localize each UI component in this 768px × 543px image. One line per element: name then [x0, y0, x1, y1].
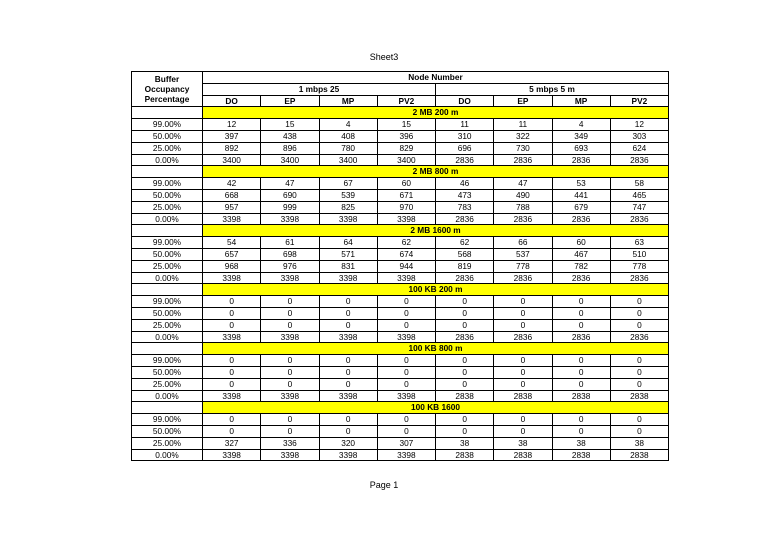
value-cell: 327 — [203, 437, 261, 449]
value-cell: 2836 — [436, 154, 494, 166]
value-cell: 693 — [552, 142, 610, 154]
value-cell: 2836 — [552, 331, 610, 343]
value-cell: 0 — [377, 296, 435, 308]
occupancy-percentage-cell: 0.00% — [132, 272, 203, 284]
section-header-row — [132, 343, 669, 355]
value-cell: 539 — [319, 189, 377, 201]
occupancy-percentage-cell: 25.00% — [132, 201, 203, 213]
table-row — [132, 272, 669, 284]
value-cell: 788 — [494, 201, 552, 213]
value-cell: 3398 — [261, 272, 319, 284]
value-cell: 2836 — [610, 331, 668, 343]
value-cell: 3398 — [319, 272, 377, 284]
occupancy-percentage-cell: 99.00% — [132, 414, 203, 426]
value-cell: 4 — [319, 119, 377, 131]
table-row — [132, 130, 669, 142]
value-cell: 15 — [377, 119, 435, 131]
value-cell: 0 — [436, 425, 494, 437]
value-cell: 730 — [494, 142, 552, 154]
value-cell: 3398 — [377, 272, 435, 284]
value-cell: 571 — [319, 248, 377, 260]
value-cell: 322 — [494, 130, 552, 142]
value-cell: 674 — [377, 248, 435, 260]
value-cell: 0 — [552, 307, 610, 319]
value-cell: 0 — [377, 414, 435, 426]
value-cell: 0 — [494, 366, 552, 378]
occupancy-percentage-cell: 0.00% — [132, 213, 203, 225]
column-header: PV2 — [610, 95, 668, 107]
value-cell: 303 — [610, 130, 668, 142]
table-row — [132, 414, 669, 426]
value-cell: 438 — [261, 130, 319, 142]
value-cell: 2836 — [610, 272, 668, 284]
table-row — [132, 201, 669, 213]
value-cell: 2836 — [494, 154, 552, 166]
value-cell: 0 — [436, 366, 494, 378]
value-cell: 0 — [610, 307, 668, 319]
value-cell: 970 — [377, 201, 435, 213]
column-header: EP — [261, 95, 319, 107]
section-header-blank-cell — [132, 107, 203, 119]
occupancy-percentage-cell: 99.00% — [132, 355, 203, 367]
value-cell: 2836 — [552, 154, 610, 166]
value-cell: 2838 — [494, 449, 552, 461]
page-footer: Page 1 — [369, 480, 399, 490]
value-cell: 2838 — [552, 390, 610, 402]
table-row — [132, 296, 669, 308]
table-row — [132, 307, 669, 319]
value-cell: 747 — [610, 201, 668, 213]
value-cell: 0 — [436, 355, 494, 367]
value-cell: 0 — [552, 296, 610, 308]
value-cell: 0 — [552, 366, 610, 378]
value-cell: 0 — [494, 296, 552, 308]
value-cell: 2836 — [494, 272, 552, 284]
value-cell: 2838 — [436, 449, 494, 461]
occupancy-percentage-cell: 0.00% — [132, 390, 203, 402]
value-cell: 0 — [319, 366, 377, 378]
value-cell: 67 — [319, 178, 377, 190]
value-cell: 2836 — [552, 272, 610, 284]
occupancy-percentage-cell: 50.00% — [132, 248, 203, 260]
value-cell: 783 — [436, 201, 494, 213]
value-cell: 999 — [261, 201, 319, 213]
section-label: 100 KB 800 m — [203, 343, 669, 355]
value-cell: 696 — [436, 142, 494, 154]
value-cell: 11 — [436, 119, 494, 131]
subgroup-header-1: 1 mbps 25 — [203, 83, 436, 95]
occupancy-percentage-cell: 25.00% — [132, 260, 203, 272]
group-header-node-number: Node Number — [203, 72, 669, 84]
table-row — [132, 178, 669, 190]
section-header-row — [132, 225, 669, 237]
value-cell: 336 — [261, 437, 319, 449]
value-cell: 0 — [203, 425, 261, 437]
table-row — [132, 319, 669, 331]
value-cell: 0 — [261, 425, 319, 437]
value-cell: 782 — [552, 260, 610, 272]
value-cell: 0 — [494, 378, 552, 390]
value-cell: 3398 — [261, 213, 319, 225]
value-cell: 66 — [494, 237, 552, 249]
table-row — [132, 237, 669, 249]
row-header-buffer-occupancy: Buffer Occupancy Percentage — [132, 72, 203, 107]
value-cell: 0 — [436, 319, 494, 331]
value-cell: 624 — [610, 142, 668, 154]
section-header-row — [132, 166, 669, 178]
value-cell: 825 — [319, 201, 377, 213]
value-cell: 0 — [319, 307, 377, 319]
value-cell: 568 — [436, 248, 494, 260]
occupancy-percentage-cell: 25.00% — [132, 319, 203, 331]
value-cell: 465 — [610, 189, 668, 201]
value-cell: 2838 — [552, 449, 610, 461]
data-table — [131, 71, 669, 461]
section-header-blank-cell — [132, 402, 203, 414]
value-cell: 0 — [494, 307, 552, 319]
value-cell: 307 — [377, 437, 435, 449]
value-cell: 58 — [610, 178, 668, 190]
value-cell: 3398 — [377, 449, 435, 461]
value-cell: 2836 — [494, 213, 552, 225]
value-cell: 0 — [319, 296, 377, 308]
value-cell: 0 — [319, 414, 377, 426]
value-cell: 3398 — [203, 272, 261, 284]
value-cell: 778 — [494, 260, 552, 272]
value-cell: 0 — [261, 355, 319, 367]
value-cell: 38 — [436, 437, 494, 449]
value-cell: 0 — [203, 319, 261, 331]
value-cell: 2836 — [436, 272, 494, 284]
occupancy-percentage-cell: 0.00% — [132, 154, 203, 166]
value-cell: 2838 — [436, 390, 494, 402]
occupancy-percentage-cell: 0.00% — [132, 449, 203, 461]
value-cell: 0 — [203, 378, 261, 390]
value-cell: 64 — [319, 237, 377, 249]
value-cell: 0 — [610, 319, 668, 331]
occupancy-percentage-cell: 25.00% — [132, 142, 203, 154]
value-cell: 3398 — [319, 213, 377, 225]
value-cell: 47 — [261, 178, 319, 190]
value-cell: 537 — [494, 248, 552, 260]
sheet-title: Sheet3 — [369, 52, 399, 62]
value-cell: 0 — [610, 414, 668, 426]
value-cell: 349 — [552, 130, 610, 142]
value-cell: 819 — [436, 260, 494, 272]
occupancy-percentage-cell: 0.00% — [132, 331, 203, 343]
value-cell: 4 — [552, 119, 610, 131]
table-row — [132, 378, 669, 390]
table-row — [132, 213, 669, 225]
value-cell: 0 — [261, 319, 319, 331]
value-cell: 957 — [203, 201, 261, 213]
occupancy-percentage-cell: 99.00% — [132, 296, 203, 308]
value-cell: 671 — [377, 189, 435, 201]
value-cell: 780 — [319, 142, 377, 154]
value-cell: 2836 — [436, 213, 494, 225]
value-cell: 0 — [552, 378, 610, 390]
value-cell: 0 — [319, 378, 377, 390]
value-cell: 944 — [377, 260, 435, 272]
occupancy-percentage-cell: 25.00% — [132, 437, 203, 449]
occupancy-percentage-cell: 50.00% — [132, 307, 203, 319]
column-header: MP — [319, 95, 377, 107]
value-cell: 0 — [377, 355, 435, 367]
value-cell: 0 — [261, 307, 319, 319]
value-cell: 53 — [552, 178, 610, 190]
section-header-row — [132, 107, 669, 119]
value-cell: 0 — [610, 425, 668, 437]
section-header-blank-cell — [132, 225, 203, 237]
table-row — [132, 154, 669, 166]
section-header-blank-cell — [132, 284, 203, 296]
value-cell: 0 — [610, 366, 668, 378]
value-cell: 467 — [552, 248, 610, 260]
value-cell: 490 — [494, 189, 552, 201]
value-cell: 3398 — [319, 449, 377, 461]
value-cell: 0 — [319, 425, 377, 437]
value-cell: 3400 — [319, 154, 377, 166]
value-cell: 0 — [494, 355, 552, 367]
value-cell: 12 — [203, 119, 261, 131]
value-cell: 0 — [610, 355, 668, 367]
value-cell: 3398 — [203, 390, 261, 402]
value-cell: 896 — [261, 142, 319, 154]
value-cell: 0 — [261, 414, 319, 426]
section-label: 2 MB 1600 m — [203, 225, 669, 237]
value-cell: 2836 — [610, 154, 668, 166]
table-row — [132, 449, 669, 461]
value-cell: 0 — [610, 378, 668, 390]
value-cell: 976 — [261, 260, 319, 272]
value-cell: 0 — [377, 307, 435, 319]
value-cell: 0 — [610, 296, 668, 308]
value-cell: 0 — [552, 319, 610, 331]
value-cell: 657 — [203, 248, 261, 260]
section-label: 2 MB 200 m — [203, 107, 669, 119]
value-cell: 46 — [436, 178, 494, 190]
table-row — [132, 119, 669, 131]
table-row — [132, 248, 669, 260]
subgroup-header-2: 5 mbps 5 m — [436, 83, 669, 95]
value-cell: 698 — [261, 248, 319, 260]
value-cell: 11 — [494, 119, 552, 131]
value-cell: 0 — [494, 414, 552, 426]
section-header-row — [132, 402, 669, 414]
value-cell: 0 — [377, 425, 435, 437]
value-cell: 0 — [261, 296, 319, 308]
value-cell: 829 — [377, 142, 435, 154]
section-header-blank-cell — [132, 343, 203, 355]
value-cell: 3398 — [261, 331, 319, 343]
value-cell: 54 — [203, 237, 261, 249]
column-header: MP — [552, 95, 610, 107]
value-cell: 892 — [203, 142, 261, 154]
value-cell: 0 — [436, 378, 494, 390]
value-cell: 2836 — [552, 213, 610, 225]
value-cell: 2836 — [436, 331, 494, 343]
table-row — [132, 366, 669, 378]
value-cell: 0 — [261, 378, 319, 390]
value-cell: 3400 — [261, 154, 319, 166]
value-cell: 778 — [610, 260, 668, 272]
value-cell: 0 — [319, 319, 377, 331]
value-cell: 3400 — [203, 154, 261, 166]
occupancy-percentage-cell: 99.00% — [132, 237, 203, 249]
occupancy-percentage-cell: 50.00% — [132, 189, 203, 201]
table-row — [132, 142, 669, 154]
table-row — [132, 331, 669, 343]
value-cell: 0 — [203, 355, 261, 367]
value-cell: 0 — [436, 414, 494, 426]
value-cell: 0 — [377, 378, 435, 390]
occupancy-percentage-cell: 50.00% — [132, 425, 203, 437]
value-cell: 63 — [610, 237, 668, 249]
occupancy-percentage-cell: 99.00% — [132, 178, 203, 190]
value-cell: 3398 — [261, 449, 319, 461]
table-header — [132, 72, 669, 107]
value-cell: 0 — [494, 425, 552, 437]
column-header: DO — [203, 95, 261, 107]
value-cell: 42 — [203, 178, 261, 190]
value-cell: 510 — [610, 248, 668, 260]
value-cell: 12 — [610, 119, 668, 131]
value-cell: 473 — [436, 189, 494, 201]
table-row — [132, 260, 669, 272]
value-cell: 2836 — [494, 331, 552, 343]
table-row — [132, 425, 669, 437]
section-label: 100 KB 200 m — [203, 284, 669, 296]
section-label: 100 KB 1600 — [203, 402, 669, 414]
value-cell: 408 — [319, 130, 377, 142]
value-cell: 0 — [436, 307, 494, 319]
value-cell: 38 — [552, 437, 610, 449]
value-cell: 0 — [552, 425, 610, 437]
value-cell: 668 — [203, 189, 261, 201]
occupancy-percentage-cell: 50.00% — [132, 366, 203, 378]
value-cell: 0 — [436, 296, 494, 308]
value-cell: 0 — [261, 366, 319, 378]
value-cell: 0 — [552, 414, 610, 426]
value-cell: 396 — [377, 130, 435, 142]
value-cell: 441 — [552, 189, 610, 201]
value-cell: 3398 — [203, 331, 261, 343]
value-cell: 3398 — [319, 331, 377, 343]
value-cell: 0 — [319, 355, 377, 367]
section-label: 2 MB 800 m — [203, 166, 669, 178]
value-cell: 62 — [436, 237, 494, 249]
value-cell: 15 — [261, 119, 319, 131]
value-cell: 62 — [377, 237, 435, 249]
table-row — [132, 189, 669, 201]
value-cell: 397 — [203, 130, 261, 142]
value-cell: 2838 — [494, 390, 552, 402]
value-cell: 3398 — [203, 449, 261, 461]
table-row — [132, 437, 669, 449]
value-cell: 3400 — [377, 154, 435, 166]
value-cell: 320 — [319, 437, 377, 449]
value-cell: 3398 — [319, 390, 377, 402]
table-body — [132, 107, 669, 461]
column-header: DO — [436, 95, 494, 107]
value-cell: 0 — [377, 366, 435, 378]
value-cell: 0 — [203, 414, 261, 426]
value-cell: 968 — [203, 260, 261, 272]
value-cell: 60 — [552, 237, 610, 249]
occupancy-percentage-cell: 50.00% — [132, 130, 203, 142]
table-row — [132, 355, 669, 367]
value-cell: 2836 — [610, 213, 668, 225]
value-cell: 690 — [261, 189, 319, 201]
value-cell: 0 — [203, 296, 261, 308]
value-cell: 61 — [261, 237, 319, 249]
value-cell: 0 — [203, 307, 261, 319]
value-cell: 0 — [203, 366, 261, 378]
value-cell: 0 — [494, 319, 552, 331]
value-cell: 60 — [377, 178, 435, 190]
value-cell: 3398 — [261, 390, 319, 402]
column-header: EP — [494, 95, 552, 107]
occupancy-percentage-cell: 25.00% — [132, 378, 203, 390]
value-cell: 3398 — [203, 213, 261, 225]
value-cell: 0 — [552, 355, 610, 367]
value-cell: 38 — [610, 437, 668, 449]
value-cell: 47 — [494, 178, 552, 190]
value-cell: 3398 — [377, 331, 435, 343]
value-cell: 310 — [436, 130, 494, 142]
occupancy-percentage-cell: 99.00% — [132, 119, 203, 131]
section-header-blank-cell — [132, 166, 203, 178]
section-header-row — [132, 284, 669, 296]
value-cell: 38 — [494, 437, 552, 449]
value-cell: 3398 — [377, 213, 435, 225]
value-cell: 3398 — [377, 390, 435, 402]
value-cell: 2838 — [610, 449, 668, 461]
value-cell: 831 — [319, 260, 377, 272]
column-header: PV2 — [377, 95, 435, 107]
value-cell: 2838 — [610, 390, 668, 402]
value-cell: 0 — [377, 319, 435, 331]
table-row — [132, 390, 669, 402]
value-cell: 679 — [552, 201, 610, 213]
